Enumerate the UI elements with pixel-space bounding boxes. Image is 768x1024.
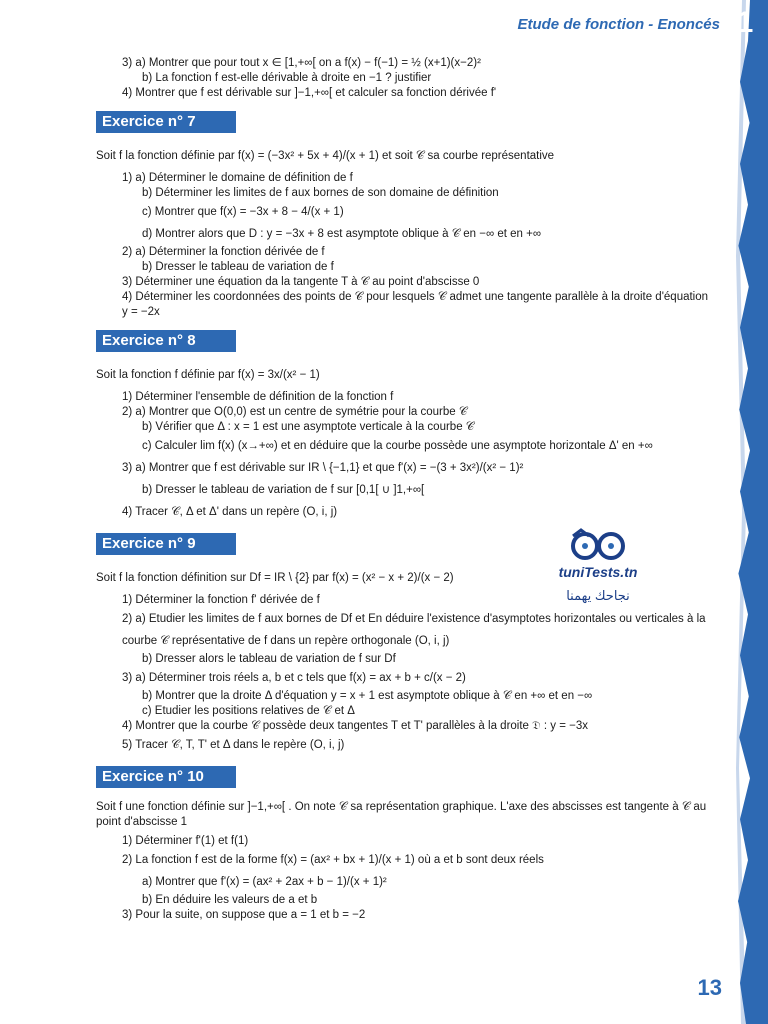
- question-line: 3) Déterminer une équation da la tangente T à 𝒞 au point d'abscisse 0: [122, 276, 480, 288]
- exercise-content: [96, 56, 716, 923]
- question-line: 2) a) Déterminer la fonction dérivée de f: [122, 246, 325, 258]
- question-line: 4) Montrer que la courbe 𝒞 possède deux tangentes T et T' parallèles à la droite 𝔇 : y = −3x: [122, 720, 588, 732]
- tunitests-logo: [548, 528, 648, 618]
- question-line: b) En déduire les valeurs de a et b: [142, 894, 318, 906]
- question-line: b) Vérifier que Δ : x = 1 est une asymptote verticale à la courbe 𝒞: [142, 421, 475, 433]
- question-line: a) Montrer que f'(x) = (ax² + 2ax + b − 1)/(x + 1)²: [142, 876, 387, 888]
- exercise-title-7: Exercice n° 7: [96, 111, 236, 133]
- logo-name: tuniTests.tn: [558, 564, 638, 580]
- question-line: b) Déterminer les limites de f aux bornes de son domaine de définition: [142, 187, 499, 199]
- question-line: 3) a) Montrer que f est dérivable sur IR \ {−1,1} et que f'(x) = −(3 + 3x²)/(x² − 1)²: [122, 462, 524, 474]
- intro-line: 3) a) Montrer que pour tout x ∈ [1,+∞[ on a f(x) − f(−1) = ½ (x+1)(x−2)²: [122, 57, 481, 69]
- exercise-statement: Soit f une fonction définie sur ]−1,+∞[ . On note 𝒞 sa représentation graphique. L'axe des abscisses est tangente à 𝒞 au point d'abscisse 1: [96, 801, 707, 828]
- exercise-title-10: Exercice n° 10: [96, 766, 236, 788]
- page-header-title: Etude de fonction - Enoncés: [517, 16, 720, 33]
- exercise-title-8: Exercice n° 8: [96, 330, 236, 352]
- question-line: b) Dresser le tableau de variation de f: [142, 261, 334, 273]
- intro-line: b) La fonction f est-elle dérivable à droite en −1 ? justifier: [142, 72, 432, 84]
- logo-tagline: نجاحك يهمنا: [566, 588, 630, 603]
- question-line: 1) Déterminer f'(1) et f(1): [122, 835, 249, 847]
- question-line: b) Montrer que la droite Δ d'équation y = x + 1 est asymptote oblique à 𝒞 en +∞ et en −∞: [142, 690, 593, 702]
- exercise-statement: Soit f la fonction définition sur Df = IR \ {2} par f(x) = (x² − x + 2)/(x − 2): [96, 572, 454, 584]
- question-line: 1) a) Déterminer le domaine de définition de f: [122, 172, 353, 184]
- exercise-title-9: Exercice n° 9: [96, 533, 236, 555]
- question-line: b) Dresser alors le tableau de variation de f sur Df: [142, 653, 396, 665]
- question-line: b) Dresser le tableau de variation de f sur [0,1[ ∪ ]1,+∞[: [142, 484, 425, 496]
- question-line: 3) a) Déterminer trois réels a, b et c tels que f(x) = ax + b + c/(x − 2): [122, 672, 466, 684]
- intro-line: 4) Montrer que f est dérivable sur ]−1,+∞[ et calculer sa fonction dérivée f': [122, 87, 497, 99]
- torn-blue-band: [728, 0, 768, 1024]
- question-line: c) Montrer que f(x) = −3x + 8 − 4/(x + 1): [142, 206, 344, 218]
- owl-glasses-icon: [567, 528, 629, 562]
- exercise-statement: Soit f la fonction définie par f(x) = (−3x² + 5x + 4)/(x + 1) et soit 𝒞 sa courbe représentative: [96, 150, 555, 162]
- question-line: d) Montrer alors que D : y = −3x + 8 est asymptote oblique à 𝒞 en −∞ et en +∞: [142, 228, 542, 240]
- exercise-statement: Soit la fonction f définie par f(x) = 3x/(x² − 1): [96, 369, 320, 381]
- question-line: 4) Déterminer les coordonnées des points de 𝒞 pour lesquels 𝒞 admet une tangente parallèle à la droite d'équation y = −2x: [122, 291, 709, 318]
- question-line: 2) La fonction f est de la forme f(x) = (ax² + bx + 1)/(x + 1) où a et b sont deux réels: [122, 854, 544, 866]
- question-line: c) Calculer lim f(x) (x→+∞) et en déduire que la courbe possède une asymptote horizontale Δ' en +∞: [142, 440, 653, 452]
- question-line: 2) a) Etudier les limites de f aux bornes de Df et En déduire l'existence d'asymptotes horizontales ou verticales à la courbe 𝒞 représentative de f dans un repère orthogonale (O, i, j): [122, 613, 706, 647]
- question-line: 1) Déterminer la fonction f' dérivée de f: [122, 594, 320, 606]
- question-line: c) Etudier les positions relatives de 𝒞 et Δ: [142, 705, 355, 717]
- question-line: 5) Tracer 𝒞, T, T' et Δ dans le repère (O, i, j): [122, 739, 345, 751]
- question-line: 1) Déterminer l'ensemble de définition de la fonction f: [122, 391, 394, 403]
- question-line: 2) a) Montrer que O(0,0) est un centre de symétrie pour la courbe 𝒞: [122, 406, 468, 418]
- question-line: 4) Tracer 𝒞, Δ et Δ' dans un repère (O, i, j): [122, 506, 338, 518]
- chapter-number: 1: [736, 6, 754, 39]
- question-line: 3) Pour la suite, on suppose que a = 1 et b = −2: [122, 909, 366, 921]
- page-number: 13: [697, 975, 722, 1000]
